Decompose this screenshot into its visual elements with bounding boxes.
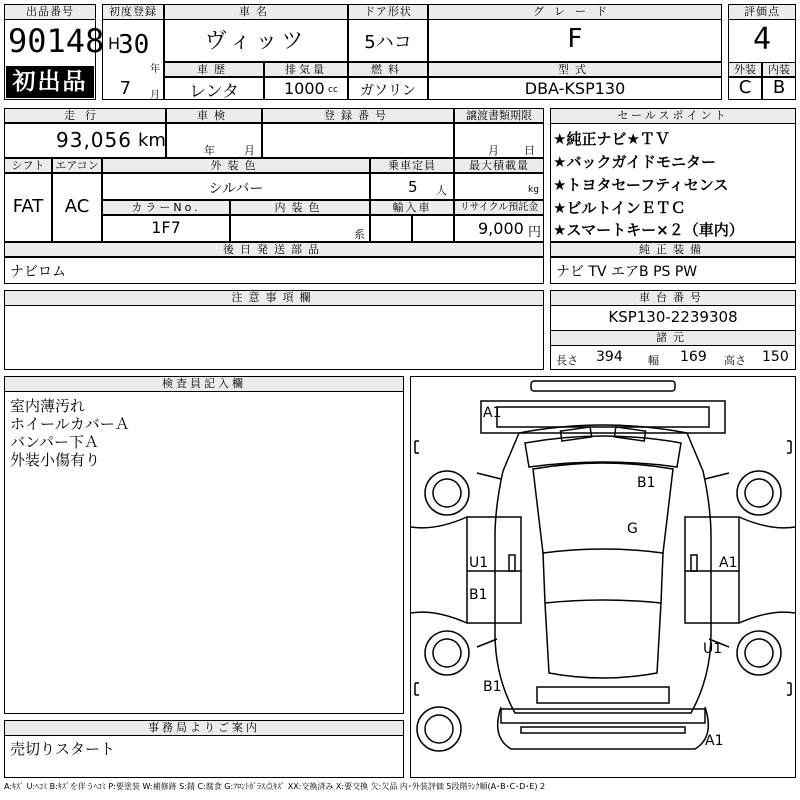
score-value: 4 (752, 22, 772, 57)
length-value: 394 (596, 349, 623, 365)
capacity-value: 5 (408, 178, 418, 196)
door-value: 5ハコ (364, 32, 412, 53)
damage-mark: A1 (719, 555, 738, 571)
era: H (108, 34, 121, 53)
inspector-line: 室内薄汚れ (10, 397, 86, 415)
colorno-label: カラーNo. (102, 200, 230, 216)
import-cell-b (412, 214, 454, 242)
damage-mark: G (627, 521, 638, 537)
inspect-month: 月 (244, 144, 255, 157)
regno-label: 登録番号 (262, 108, 454, 124)
model-label: 型式 (428, 62, 722, 78)
factory-value: ナビ TV エアB PS PW (556, 264, 698, 280)
inspector-line: ホイールカバーＡ (10, 415, 130, 433)
chassis-label: 車台番号 (550, 290, 796, 306)
reg-year: 30 (118, 30, 150, 60)
fuel-value: ガソリン (360, 83, 416, 99)
damage-mark: B1 (483, 679, 502, 695)
capacity-label: 乗車定員 (370, 158, 454, 174)
ext-label: 外装 (728, 62, 762, 78)
reg-label: 初度登録 (102, 4, 164, 20)
first-listing-badge: 初出品 (6, 66, 94, 98)
damage-mark: B1 (469, 587, 488, 603)
shift-value: FAT (12, 196, 44, 217)
height-value: 150 (762, 349, 789, 365)
intcolor-label: 内装色 (230, 200, 370, 216)
mileage-label: 走行 (4, 108, 166, 124)
recycle-label: リサイクル預託金 (454, 200, 544, 216)
later-parts-cell (4, 256, 544, 284)
chassis-value: KSP130-2239308 (608, 308, 738, 326)
import-cell-a (370, 214, 412, 242)
inspect-year: 年 (204, 144, 215, 157)
int-grade: B (772, 77, 786, 98)
name-label: 車名 (164, 4, 348, 20)
mileage-unit: km (138, 130, 166, 151)
disp-value: 1000 (284, 79, 325, 98)
later-parts-label: 後日発送部品 (4, 242, 544, 258)
damage-mark: U1 (703, 641, 723, 657)
car-outline-diagram (411, 377, 795, 777)
sales-label: セールスポイント (550, 108, 796, 124)
width-label: 幅 (648, 354, 659, 367)
recycle-unit: 円 (528, 225, 542, 240)
grade-label: グレード (428, 4, 722, 20)
door-label: ドア形状 (348, 4, 428, 20)
ext-grade: C (738, 77, 752, 98)
grade-value: F (567, 24, 583, 54)
month-unit: 月 (150, 90, 160, 101)
import-label: 輸入車 (370, 200, 454, 216)
int-label: 内装 (762, 62, 796, 78)
office-value: 売切りスタート (10, 740, 116, 758)
load-unit: kg (528, 185, 539, 195)
ac-value: AC (64, 196, 90, 217)
colorno-value: 1F7 (151, 218, 181, 237)
damage-mark: U1 (469, 555, 489, 571)
mileage-value: 93,056 (56, 128, 132, 152)
model-value: DBA-KSP130 (524, 79, 626, 98)
reg-month: 7 (120, 78, 131, 99)
legend-text: A:ｷｽﾞ U:ﾍｺﾐ B:ｷｽﾞを伴うﾍｺﾐ P:要塗装 W:補修跡 S:錆 C:腐食 G:ﾌﾛﾝﾄｶﾞﾗｽ点ｷｽﾞ XX:交換済み X:要交換 欠:欠品 内･外装評価 5段階ﾗﾝｸ順(A･B･C･D･E) 2 (4, 782, 546, 791)
sales-item: ★スマートキー×２（車内） (553, 221, 744, 239)
color-label: 外装色 (102, 158, 370, 174)
transfer-month: 月 (488, 144, 499, 157)
height-label: 高さ (724, 354, 746, 367)
sales-item: ★トヨタセーフティセンス (553, 176, 729, 194)
capacity-unit: 人 (436, 184, 447, 197)
width-value: 169 (680, 349, 707, 365)
inspector-label: 検査員記入欄 (4, 376, 404, 392)
score-label: 評価点 (728, 4, 796, 20)
sales-item: ★ビルトインＥＴＣ (553, 199, 686, 217)
office-label: 事務局よりご案内 (4, 720, 404, 736)
later-parts-value: ナビロム (10, 264, 66, 280)
notes-label: 注意事項欄 (4, 290, 544, 306)
transfer-day: 日 (524, 144, 535, 157)
sales-item: ★バックガイドモニター (553, 153, 716, 171)
length-label: 長さ (556, 354, 578, 367)
lot-number: 90148 (8, 22, 105, 60)
inspector-line: バンパー下Ａ (10, 433, 99, 451)
disp-label: 排気量 (264, 62, 348, 78)
regno-cell (262, 122, 454, 158)
sales-item: ★純正ナビ★ＴＶ (553, 130, 670, 148)
car-name: ヴィッツ (204, 29, 308, 54)
ac-label: エアコン (52, 158, 102, 174)
year-unit: 年 (150, 64, 160, 75)
inspect-label: 車検 (166, 108, 262, 124)
inspector-line: 外装小傷有り (10, 451, 101, 469)
intcolor-unit: 系 (354, 228, 365, 241)
factory-label: 純正装備 (550, 242, 796, 258)
damage-mark: B1 (637, 475, 656, 491)
intcolor-cell (230, 214, 370, 242)
damage-mark: A1 (483, 405, 502, 421)
history-value: レンタ (189, 82, 239, 102)
disp-unit: cc (328, 85, 338, 95)
fuel-label: 燃料 (348, 62, 428, 78)
dims-label: 諸元 (550, 330, 796, 346)
lot-label: 出品番号 (4, 4, 96, 20)
shift-label: シフト (4, 158, 52, 174)
damage-diagram (410, 376, 796, 778)
transfer-label: 譲渡書類期限 (454, 108, 544, 124)
history-label: 車歴 (164, 62, 264, 78)
recycle-value: 9,000 (478, 219, 524, 238)
damage-mark: A1 (705, 733, 724, 749)
load-label: 最大積載量 (454, 158, 544, 174)
color-value: シルバー (208, 181, 264, 197)
